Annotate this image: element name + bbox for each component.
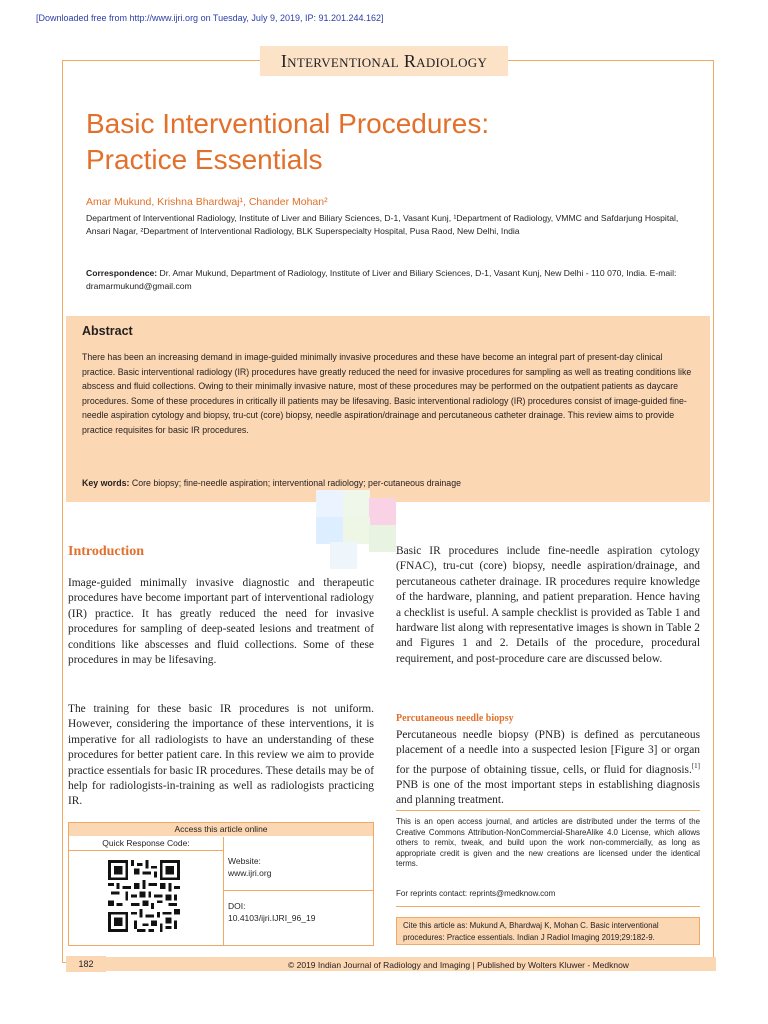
keywords-label: Key words: [82, 478, 130, 488]
download-notice: [Downloaded free from http://www.ijri.org on Tuesday, July 9, 2019, IP: 91.201.244.162] [36, 13, 384, 23]
footer-copyright: © 2019 Indian Journal of Radiology and Imaging | Published by Wolters Kluwer - Medknow [288, 960, 629, 970]
intro-paragraph-1: Image-guided minimally invasive diagnostic and therapeutic procedures have become important part of interventional radiology (IR) practice. It has greatly reduced the need for invasive procedures for sampling of deep-seated lesions and treatment of conditions like abscesses and fluid collections. Some of these procedures in may be lifesaving. [68, 577, 374, 667]
reprints-contact: For reprints contact: reprints@medknow.com [396, 889, 700, 907]
website-label: Website: [228, 856, 261, 866]
access-divider-horizontal [224, 890, 373, 891]
pnb-text-b: PNB is one of the most important steps in establishing diagnosis and planning treatment. [396, 779, 700, 807]
qr-code-label: Quick Response Code: [69, 837, 224, 851]
decorative-watermark-tiles [316, 490, 396, 568]
abstract-heading: Abstract [82, 324, 133, 338]
intro-paragraph-2: The training for these basic IR procedures is not uniform. However, considering the importance of these interventions, it is imperative for all radiologists to have an understanding of these procedures for better patient care. In this review we aim to provide practice essentials for basic IR procedures. These details may be of help for radiologists-in-training as well as radiologists practicing IR. [68, 703, 374, 808]
open-access-note: This is an open access journal, and articles are distributed under the terms of the Creative Commons Attribution-NonCommercial-ShareAlike 4.0 License, which allows others to remix, tweak, and build upon the work non-commercially, as long as appropriate credit is given and the new creations are licensed under the identical terms. [396, 810, 700, 870]
pnb-reference: [1] [691, 761, 700, 770]
right-paragraph-1: Basic IR procedures include fine-needle aspiration cytology (FNAC), tru-cut (core) biopsy, needle aspiration/drainage, and percutaneous catheter drainage. IR procedures require knowledge of the hardware, planning, and patient preparation. Hence having a checklist is useful. A sample checklist is provided as Table 1 and hardware list along with representative images is shown in Table 2 and Figures 1 and 2. Details of the procedure, procedural requirement, and post-procedure care are discussed below. [396, 545, 700, 665]
website-link[interactable]: www.ijri.org [228, 868, 272, 878]
article-title [86, 106, 646, 178]
correspondence-label: Correspondence: [86, 268, 158, 278]
author-list: Amar Mukund, Krishna Bhardwaj¹, Chander Mohan² [86, 196, 328, 208]
abstract-text: There has been an increasing demand in image-guided minimally invasive procedures and these have become an integral part of present-day clinical practice. Basic interventional radiology (IR) procedures have greatly reduced the need for invasive procedures for sampling as well as treating conditions like abscess and fluid collections. Owing to their minimally invasive nature, most of these procedures may be performed on the outpatient patients as daycare procedures. Some of these procedures in critically ill patients may be lifesaving. Basic interventional radiology (IR) procedures consist of image-guided fine-needle aspiration cytology and biopsy, tru-cut (core) biopsy, needle aspiration/drainage and percutaneous catheter drainage. This review aims to provide practice requisites for basic IR procedures. [82, 352, 692, 435]
journal-section-banner: Interventional Radiology [260, 46, 508, 76]
title-line-1: Basic Interventional Procedures: [86, 108, 490, 139]
doi-value[interactable]: 10.4103/ijri.IJRI_96_19 [228, 913, 316, 923]
qr-code-image[interactable] [108, 860, 180, 932]
correspondence-text: Dr. Amar Mukund, Department of Radiology, Institute of Liver and Biliary Sciences, D-1, Vasant Kunj, New Delhi - 110 070, India. E-mail: dramarmukund@gmail.com [86, 268, 677, 291]
affiliations: Department of Interventional Radiology, Institute of Liver and Biliary Sciences, D-1, Vasant Kunj, ¹Department of Radiology, VMMC and Safdarjung Hospital, Ansari Nagar, ²Department of Interventional Radiology, BLK Superspecialty Hospital, Pusa Raod, New Delhi, India [86, 213, 679, 236]
access-heading: Access this article online [69, 823, 373, 836]
website-info [228, 855, 271, 879]
access-divider-vertical [223, 837, 224, 945]
keywords [82, 478, 692, 488]
doi-label: DOI: [228, 901, 246, 911]
correspondence [86, 267, 686, 292]
subheading-percutaneous-needle-biopsy: Percutaneous needle biopsy [396, 713, 514, 724]
pnb-paragraph [396, 728, 700, 809]
pnb-text-a: Percutaneous needle biopsy (PNB) is defined as percutaneous placement of a needle into a suspected lesion [Figure 3] or organ for the purpose of obtaining tissue, cells, or fluid for diagnosis. [396, 729, 700, 776]
citation-box: Cite this article as: Mukund A, Bhardwaj K, Mohan C. Basic interventional procedures: Practice essentials. Indian J Radiol Imaging 2019;29:182-9. [396, 917, 700, 945]
title-line-2: Practice Essentials [86, 144, 323, 175]
page-number: 182 [66, 956, 106, 972]
section-heading-introduction: Introduction [68, 544, 144, 559]
doi-info [228, 900, 315, 924]
keywords-text: Core biopsy; fine-needle aspiration; interventional radiology; per-cutaneous drainage [129, 478, 461, 488]
